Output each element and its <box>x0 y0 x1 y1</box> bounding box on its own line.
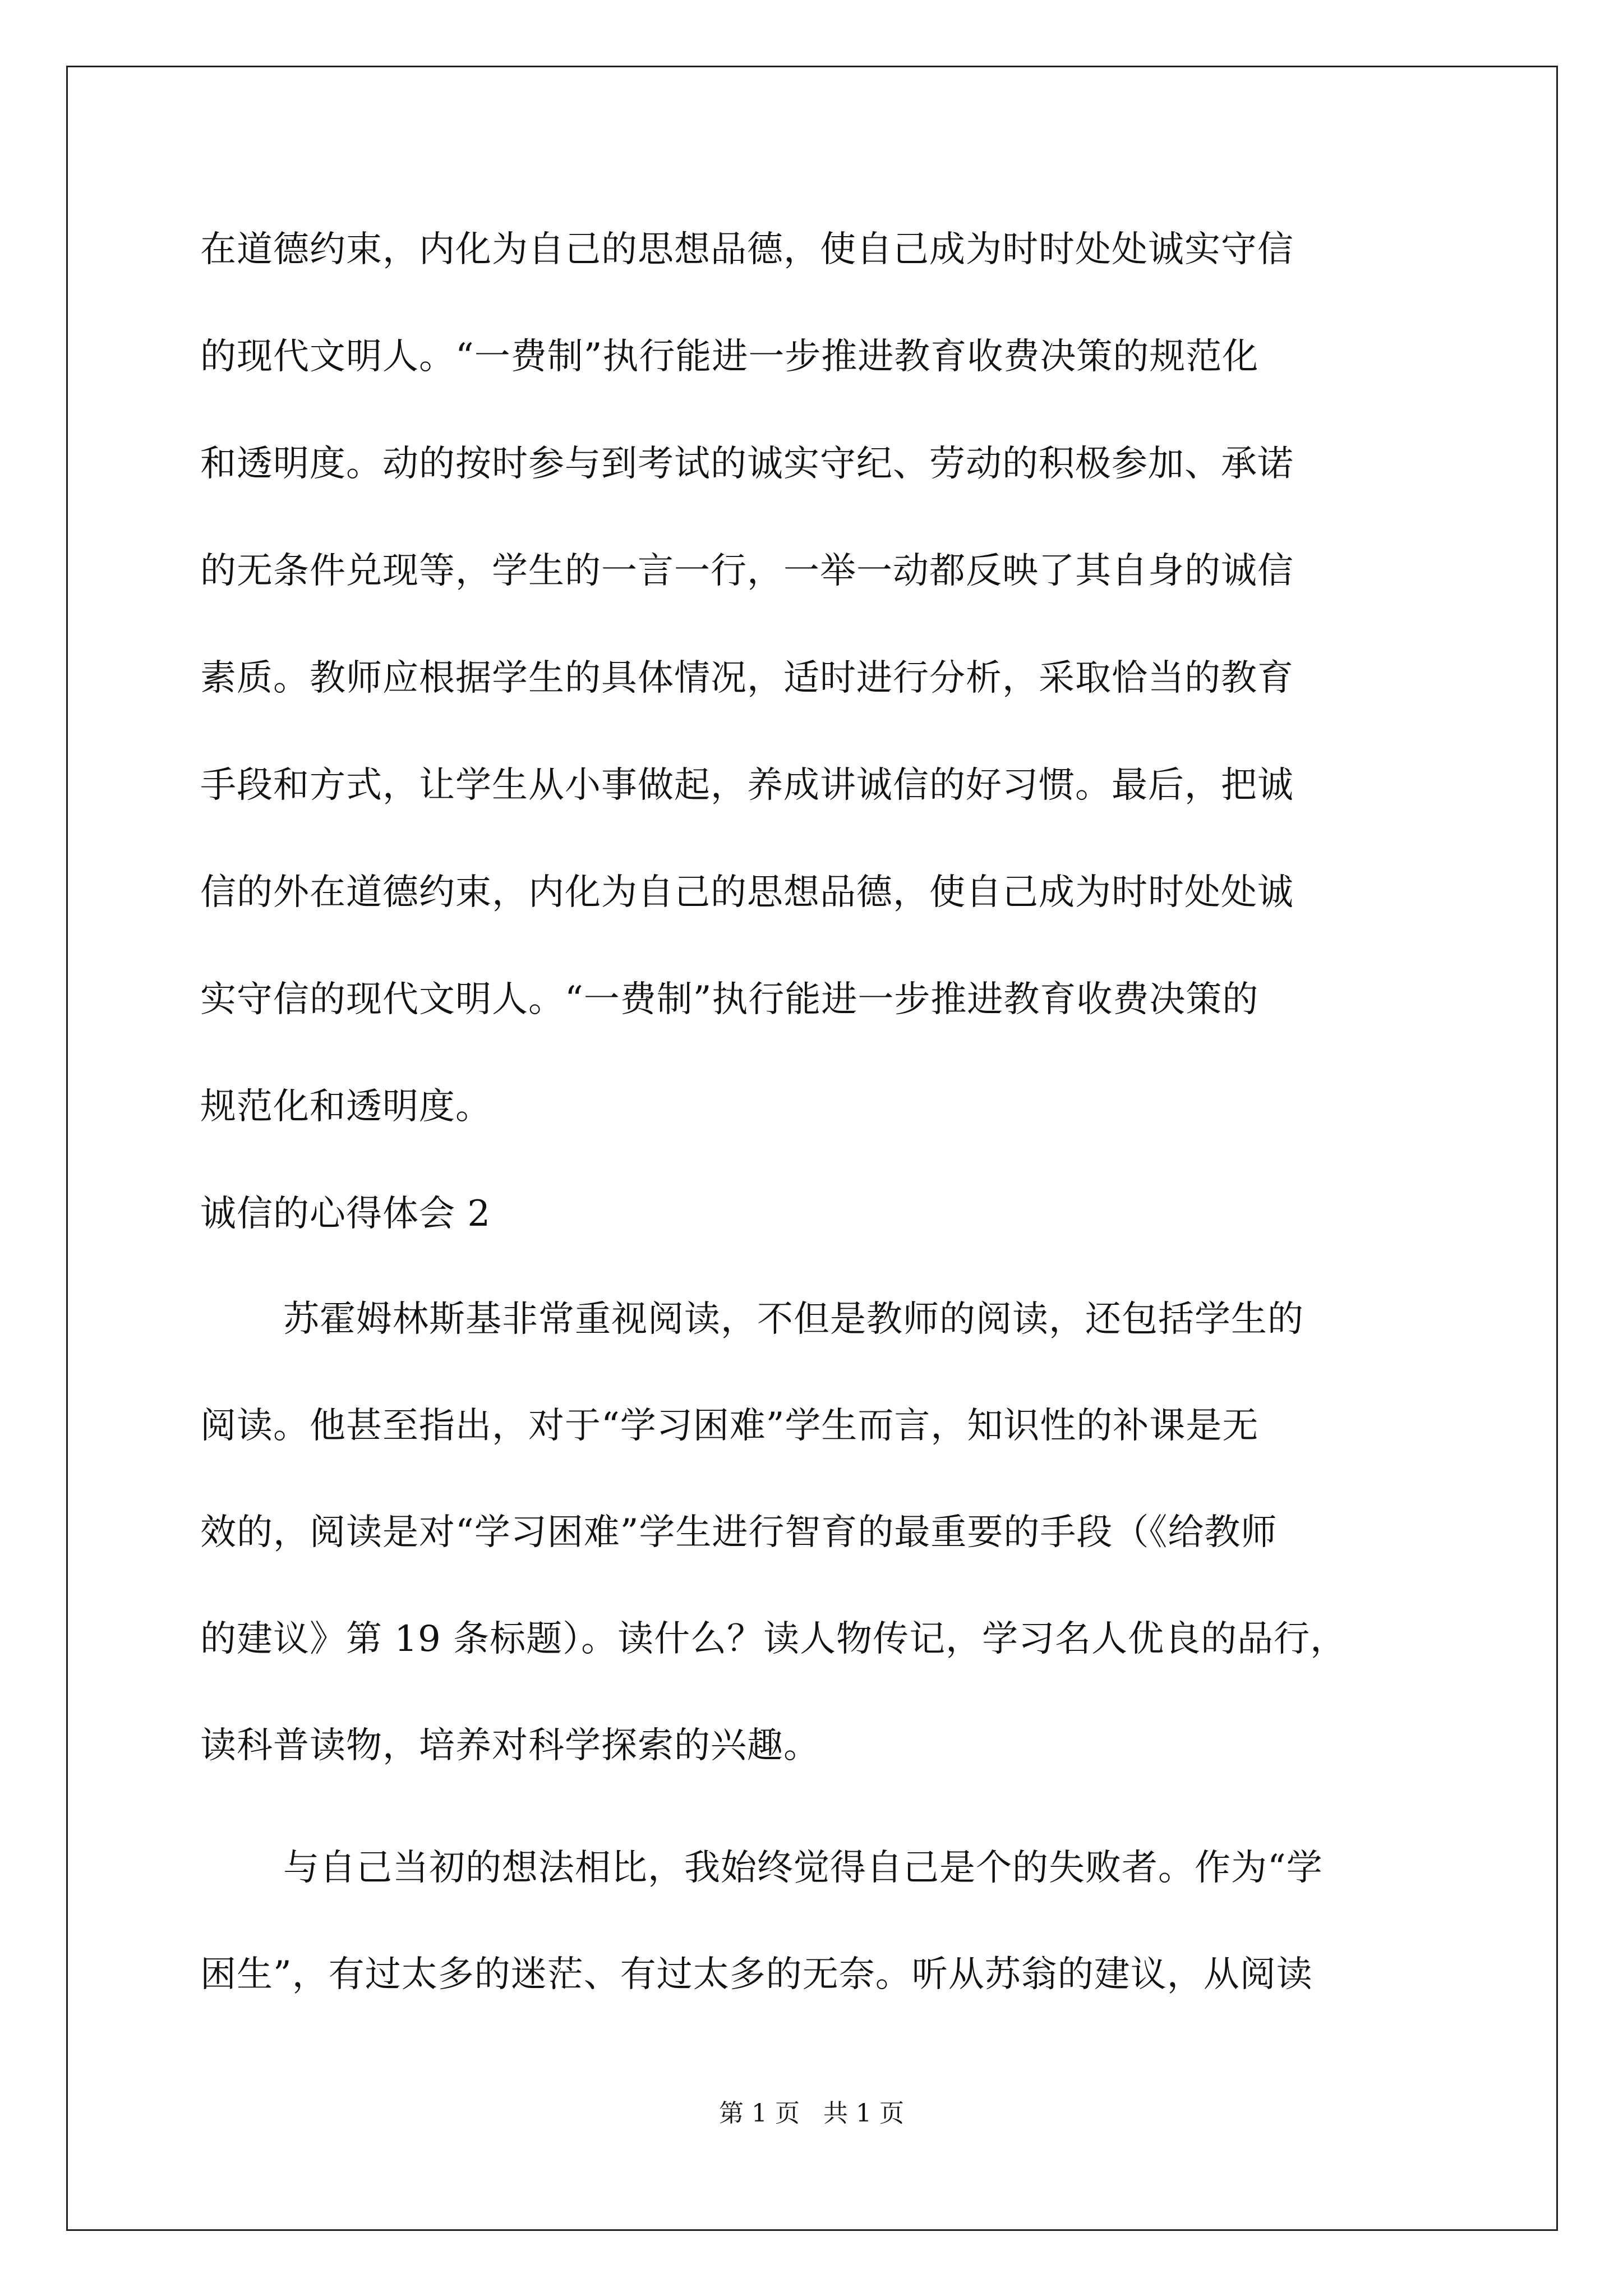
text-line: 与自己当初的想法相比，我始终觉得自己是个的失败者。作为“学 <box>283 1847 1323 1889</box>
section-heading: 诚信的心得体会 2 <box>200 1193 491 1235</box>
text-line: 困生”，有过太多的迷茫、有过太多的无奈。听从苏翁的建议，从阅读 <box>200 1954 1313 1995</box>
text-line: 实守信的现代文明人。“一费制”执行能进一步推进教育收费决策的 <box>200 979 1259 1020</box>
text-line: 素质。教师应根据学生的具体情况，适时进行分析，采取恰当的教育 <box>200 657 1294 699</box>
text-line: 的现代文明人。“一费制”执行能进一步推进教育收费决策的规范化 <box>200 336 1259 378</box>
page-number-footer: 第 1 页 共 1 页 <box>719 2099 904 2128</box>
text-line: 阅读。他甚至指出，对于“学习困难”学生而言，知识性的补课是无 <box>200 1405 1259 1447</box>
text-line: 效的，阅读是对“学习困难”学生进行智育的最重要的手段（《给教师 <box>200 1512 1278 1553</box>
text-line: 苏霍姆林斯基非常重视阅读，不但是教师的阅读，还包括学生的 <box>283 1299 1304 1340</box>
text-line: 读科普读物，培养对科学探索的兴趣。 <box>200 1725 820 1766</box>
text-line: 和透明度。动的按时参与到考试的诚实守纪、劳动的积极参加、承诺 <box>200 443 1294 485</box>
text-line: 手段和方式，让学生从小事做起，养成讲诚信的好习惯。最后，把诚 <box>200 765 1294 806</box>
text-line: 规范化和透明度。 <box>200 1086 492 1128</box>
text-line: 信的外在道德约束，内化为自己的思想品德，使自己成为时时处处诚 <box>200 872 1294 913</box>
page-border <box>66 66 1558 2231</box>
text-line: 的建议》第 19 条标题）。读什么？读人物传记，学习名人优良的品行， <box>200 1618 1347 1660</box>
text-line: 在道德约束，内化为自己的思想品德，使自己成为时时处处诚实守信 <box>200 229 1294 270</box>
text-line: 的无条件兑现等，学生的一言一行，一举一动都反映了其自身的诚信 <box>200 550 1294 592</box>
